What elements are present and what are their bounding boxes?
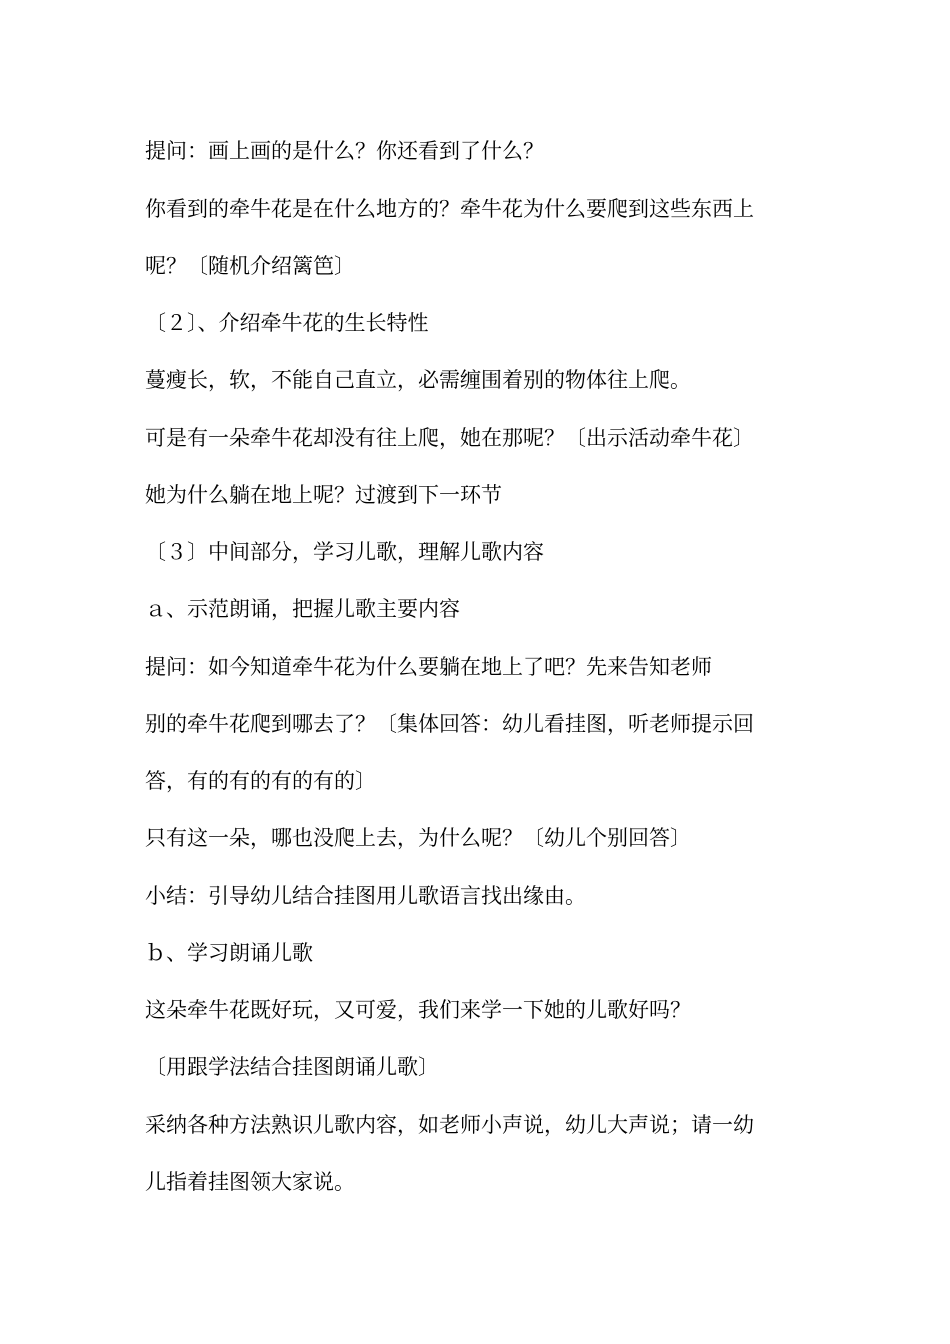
text-line-19: 儿指着挂图领大家说。 [145,1170,355,1194]
text-line-14: 小结：引导幼儿结合挂图用儿歌语言找出缘由。 [145,884,586,908]
text-line-16: 这朵牵牛花既好玩，又可爱，我们来学一下她的儿歌好吗？ [145,998,691,1022]
text-line-10: 提问：如今知道牵牛花为什么要躺在地上了吧？先来告知老师 [145,655,712,679]
text-line-11: 别的牵牛花爬到哪去了？〔集体回答：幼儿看挂图，听老师提示回 [145,712,754,736]
text-line-7: 她为什么躺在地上呢？过渡到下一环节 [145,483,502,507]
text-line-2: 你看到的牵牛花是在什么地方的？牵牛花为什么要爬到这些东西上 [145,197,754,221]
text-line-6: 可是有一朵牵牛花却没有往上爬，她在那呢？〔出示活动牵牛花〕 [145,426,754,450]
text-line-8: 〔３〕中间部分，学习儿歌，理解儿歌内容 [145,540,544,564]
text-line-5: 蔓瘦长，软，不能自己直立，必需缠围着别的物体往上爬。 [145,368,691,392]
text-line-17: 〔用跟学法结合挂图朗诵儿歌〕 [145,1055,439,1079]
text-line-3: 呢？〔随机介绍篱笆〕 [145,254,355,278]
text-line-9: ａ、示范朗诵，把握儿歌主要内容 [145,597,460,621]
text-line-12: 答，有的有的有的有的〕 [145,769,376,793]
text-line-13: 只有这一朵，哪也没爬上去，为什么呢？〔幼儿个别回答〕 [145,826,691,850]
text-line-18: 采纳各种方法熟识儿歌内容，如老师小声说，幼儿大声说；请一幼 [145,1113,754,1137]
text-line-4: 〔２〕、介绍牵牛花的生长特性 [145,311,429,335]
text-line-1: 提问：画上画的是什么？你还看到了什么？ [145,139,544,163]
text-line-15: ｂ、学习朗诵儿歌 [145,941,313,965]
